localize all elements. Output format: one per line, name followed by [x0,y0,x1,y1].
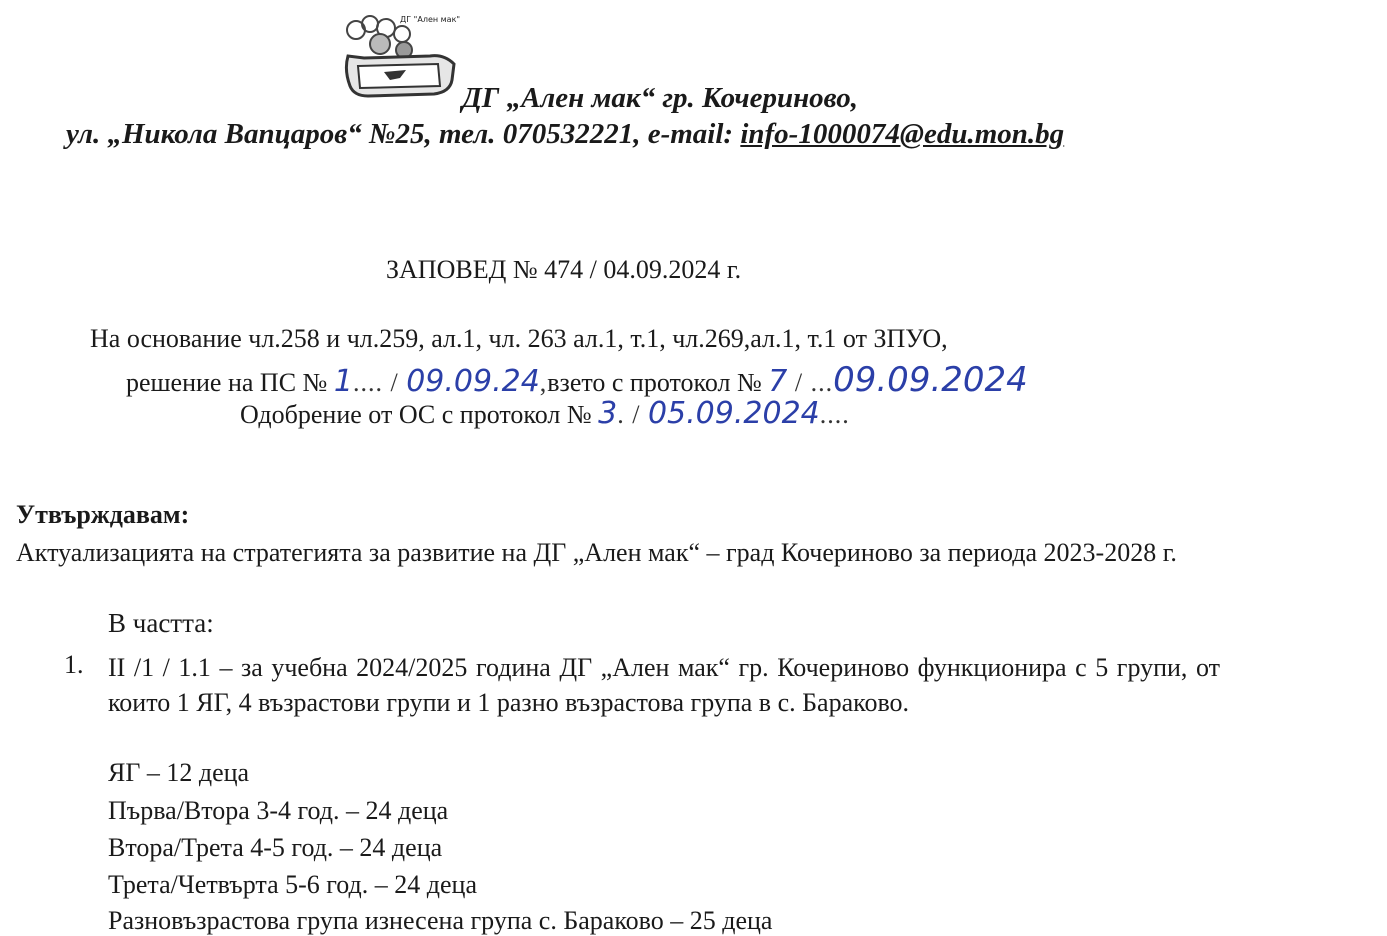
group-item: Трета/Четвърта 5-6 год. – 24 деца [108,870,478,899]
basis-line-2-text-b: взето с протокол № [547,368,762,397]
group-item: Първа/Втора 3-4 год. – 24 деца [108,796,449,825]
list-item-text: II /1 / 1.1 – за учебна 2024/2025 година ДГ „Ален мак“ гр. Кочериново функционира с 5 групи, от които 1 ЯГ, 4 възрастови групи и 1 разно възрастова група в с. Бараково. [108,653,1220,717]
list-item-number: 1. [64,650,84,679]
basis-line-2-text-a: решение на ПС № [126,368,328,397]
basis-line-3-text: Одобрение от ОС с протокол № [240,400,592,429]
group-item: ЯГ – 12 деца [108,758,250,787]
handwritten-board-protocol-date: 05.09.2024 [647,396,820,431]
group-item: Втора/Трета 4-5 год. – 24 деца [108,833,443,862]
kindergarten-logo [334,10,464,102]
header-address-text: ул. „Никола Вапцаров“ №25, тел. 070532221, e-mail: [66,118,741,150]
order-title: ЗАПОВЕД № 474 / 04.09.2024 г. [386,255,742,284]
handwritten-protocol-number: 7 [768,364,788,399]
logo-text: ДГ "Ален мак" [400,15,461,24]
handwritten-decision-number: 1 [333,364,353,399]
basis-line-3: Одобрение от ОС с протокол № 3. / 05.09.2024.... [240,396,850,431]
handwritten-protocol-date: 09.09.2024 [833,360,1028,400]
basis-line-2: решение на ПС № 1.... / 09.09.24,взето с протокол № 7 / ...09.09.2024 [126,360,1028,400]
group-item: Разновъзрастова група изнесена група с. Бараково – 25 деца [108,906,773,935]
email-link[interactable]: info-1000074@edu.mon.bg [740,118,1065,150]
basis-line-1: На основание чл.258 и чл.259, ал.1, чл. 263 ал.1, т.1, чл.269,ал.1, т.1 от ЗПУО, [90,324,948,353]
header-address [66,118,1064,151]
handwritten-board-protocol-number: 3 [598,396,618,431]
part-label: В частта: [108,608,214,638]
handwritten-decision-date: 09.09.24 [406,364,540,399]
strategy-paragraph: Актуализацията на стратегията за развитие на ДГ „Ален мак“ – град Кочериново за периода 2023-2028 г. [16,538,1177,567]
approve-label: Утвърждавам: [16,500,190,529]
header-institution: ДГ „Ален мак“ гр. Кочериново, [462,82,859,114]
